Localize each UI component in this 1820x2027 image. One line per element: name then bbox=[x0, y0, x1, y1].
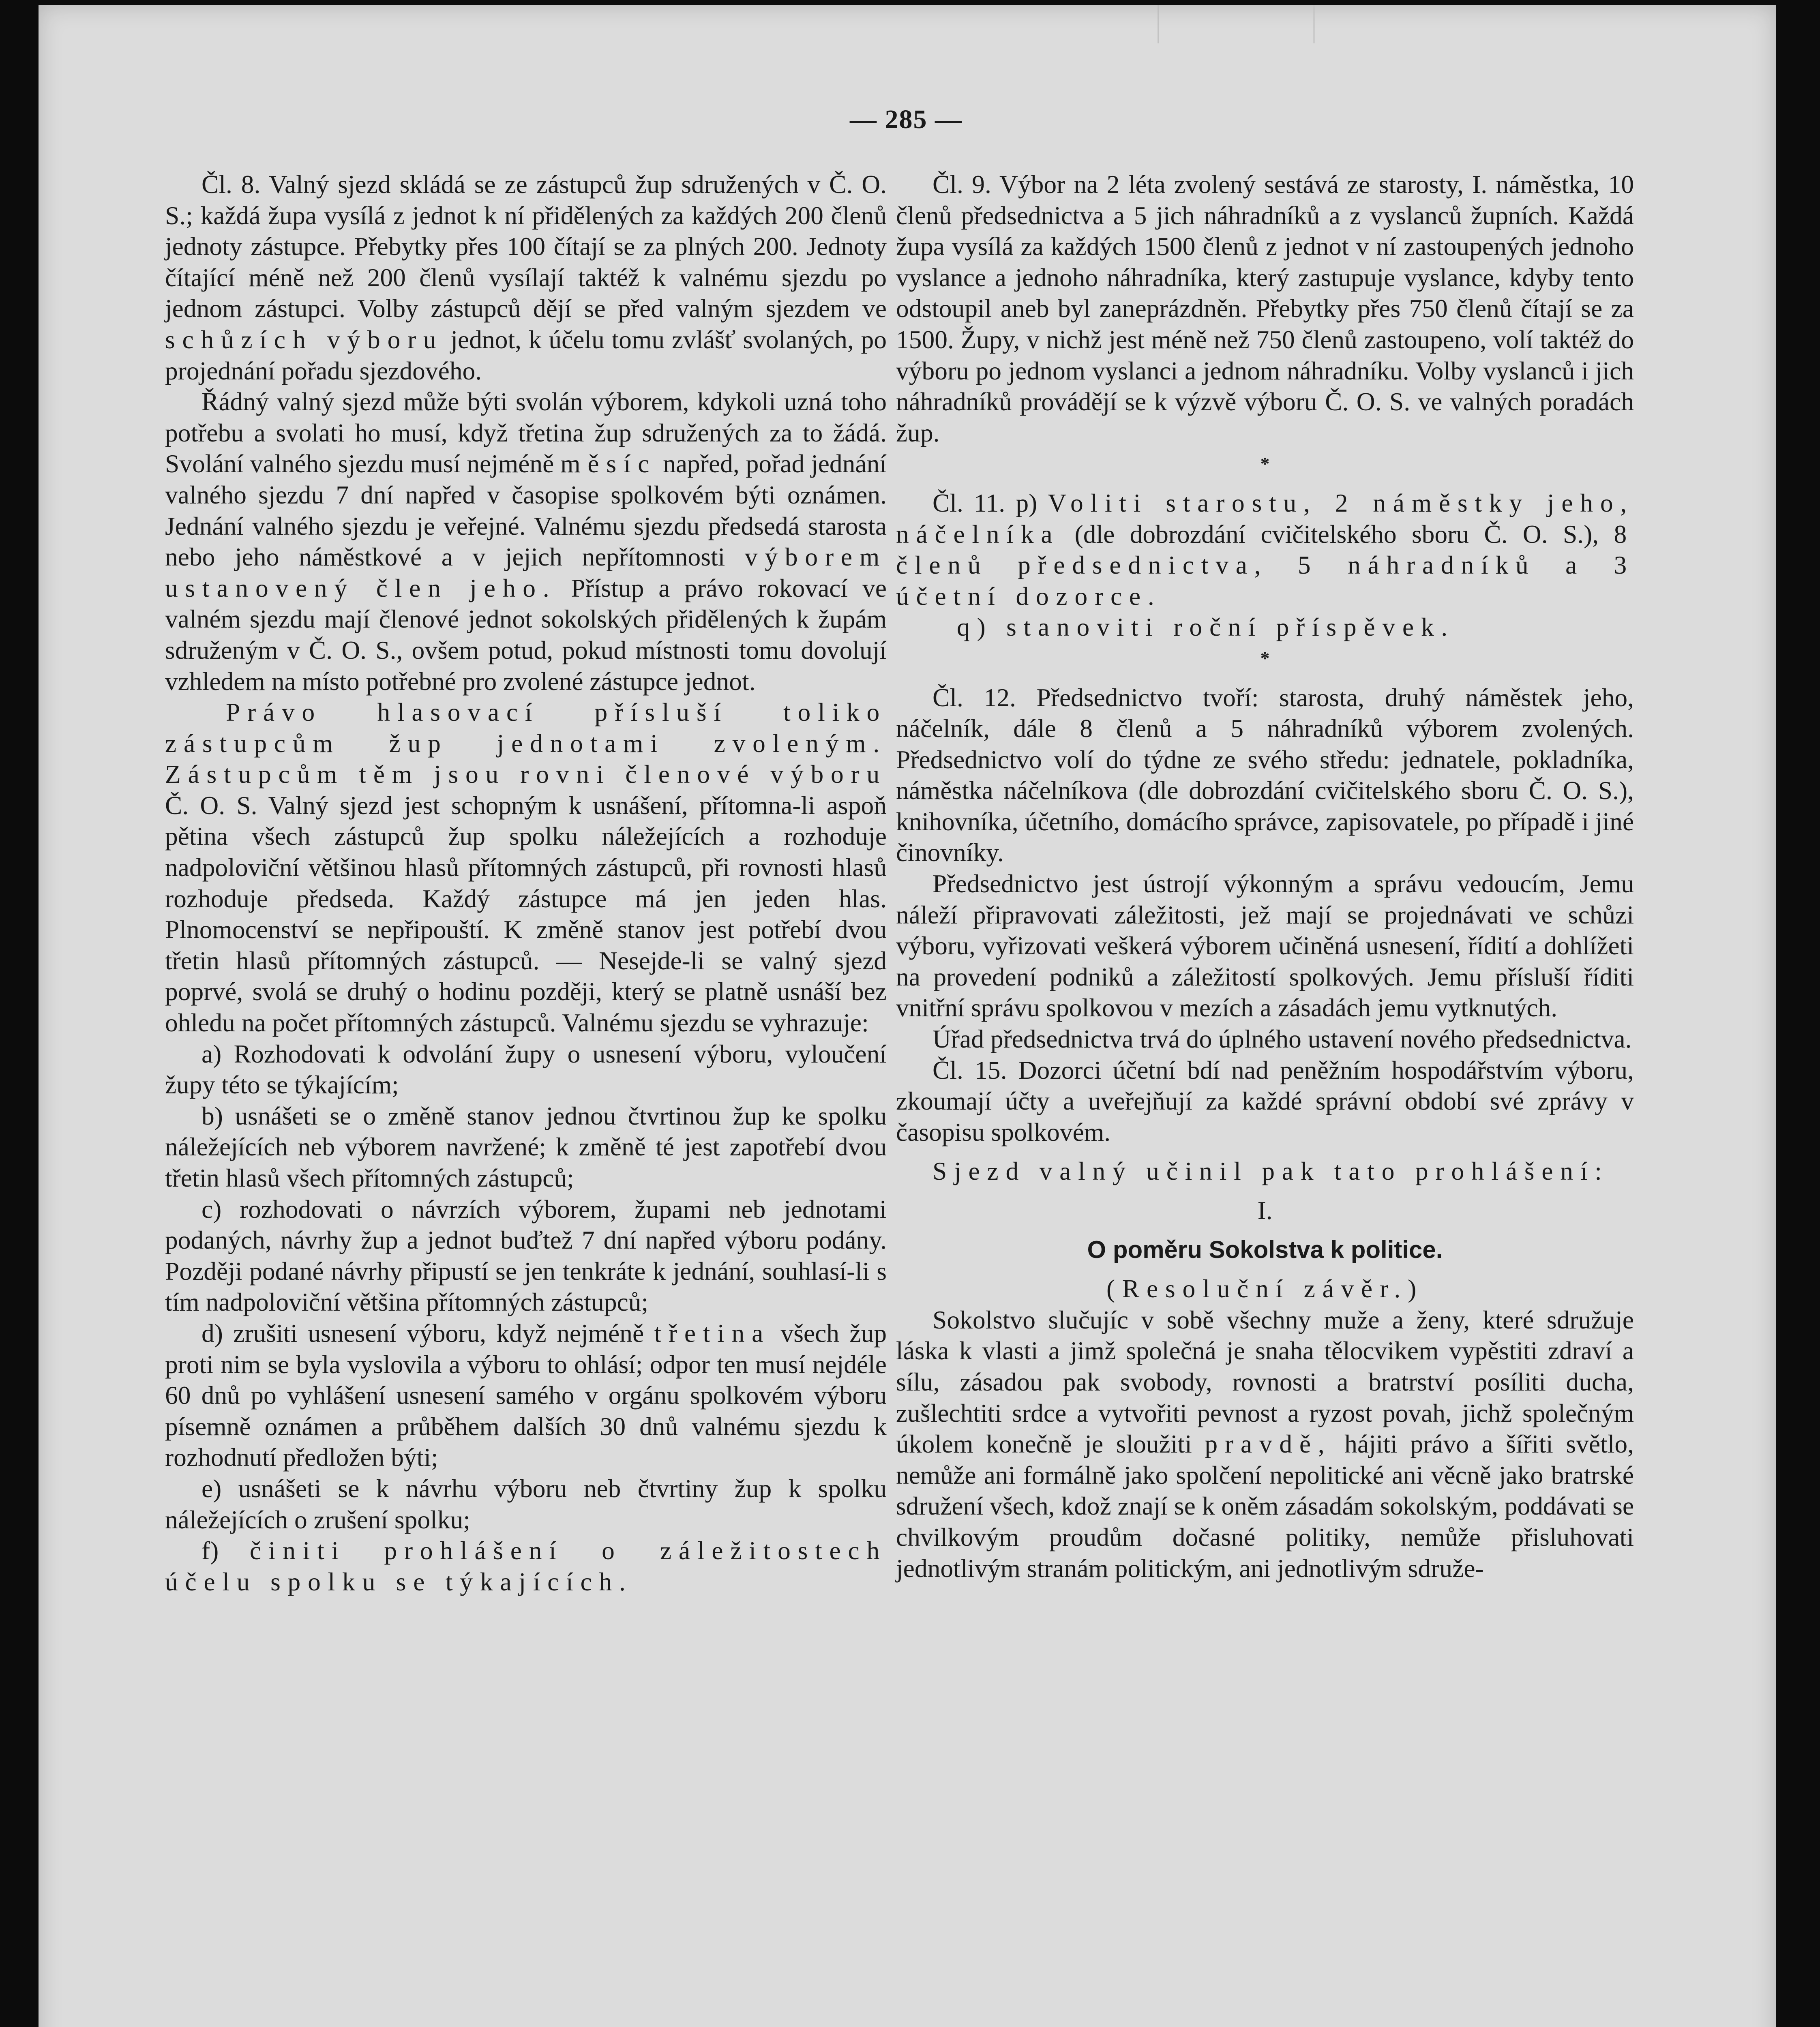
item-d-text-a: d) zrušiti usnesení výboru, když nejméně bbox=[202, 1318, 644, 1348]
article-12: Čl. 12. Předsednictvo tvoří: starosta, druhý náměstek jeho, náčelník, dále 8 členů a 5 náhradníků výborem zvolených. Předsednictvo volí do týdne ze svého středu: jednatele, pokladníka, náměstka náčelníkova (dle dobrozdání cvičitelského sboru Č. O. S.), knihovníka, účetního, domácího správce, zapisovatele, po případě i jiné činovníky. bbox=[896, 683, 1634, 867]
paragraph-urad: Úřad předsednictva trvá do úplného ustavení nového předsednictva. bbox=[933, 1024, 1632, 1054]
separator-asterisk: * bbox=[1260, 647, 1270, 669]
spaced-text: pravdě, bbox=[1205, 1429, 1332, 1459]
article-11-label: Čl. 11. p) bbox=[933, 488, 1038, 517]
article-15: Čl. 15. Dozorci účetní bdí nad peněžním hospodářstvím výboru, zkoumají účty a uveřejňují za každé správní období své zprávy v časopisu spolkovém. bbox=[896, 1055, 1634, 1146]
article-8 bbox=[165, 169, 887, 386]
radny-text-a: Řádný valný sjezd může býti svolán výborem, kdykoli uzná toho potřebu a svolati ho musí, když třetina žup sdružených za to žádá. Svolání valného sjezdu musí nejméně bbox=[165, 387, 887, 478]
article-9: Čl. 9. Výbor na 2 léta zvolený sestává ze starosty, I. náměstka, 10 členů předsednictva a 5 jich náhradníků a z vyslanců župních. Každá župa vysílá za každých 1500 členů z jednot v ní zastoupených jednoho vyslance a jednoho náhradníka, který zastupuje vyslance, kdyby tento odstoupil aneb byl zaneprázdněn. Přebytky přes 750 členů čítají se za 1500. Župy, v nichž jest méně než 750 členů zastoupeno, volí taktéž do výboru po jednom vyslanci a jednom náhradníku. Volby vyslanců i jich náhradníků provádějí se k výzvě výboru Č. O. S. ve valných poradách žup. bbox=[896, 170, 1634, 447]
article-11 bbox=[896, 488, 1634, 612]
spaced-text: Voliti starostu, 2 náměstky jeho, náčelníka bbox=[896, 488, 1634, 549]
section-subheading: (Resoluční závěr.) bbox=[1106, 1274, 1423, 1303]
list-item-d bbox=[165, 1318, 887, 1473]
list-item-e: e) usnášeti se k návrhu výboru neb čtvrtiny žup k spolku náležejících o zrušení spolku; bbox=[165, 1474, 887, 1534]
spaced-text: 8 členů předsednictva, 5 náhradníků a 3 účetní dozorce. bbox=[896, 519, 1634, 611]
list-item-a: a) Rozhodovati k odvolání župy o usnesení výboru, vyloučení župy této se týkajícím; bbox=[165, 1039, 887, 1099]
article-8-text-end: jednot, k účelu tomu zvlášť svolaných, po projednání pořadu sjezdového. bbox=[165, 325, 887, 385]
list-item-c: c) rozhodovati o návrzích výborem, župami neb jednotami podaných, návrhy žup a jednot buďtež 7 dní napřed výboru podány. Později podané návrhy připustí se jen tenkráte k jednání, souhlasí-li s tím nadpoloviční většina přítomných zástupců; bbox=[165, 1194, 887, 1317]
radny-text-c: Přístup a právo rokovací ve valném sjezdu mají členové jednot sokolských přidělených k župám sdruženým v Č. O. S., ovšem potud, pokud místnosti tomu dovolují vzhledem na místo potřebné pro zvolené zástupce jednot. bbox=[165, 573, 887, 696]
spaced-text: třetina bbox=[654, 1318, 771, 1348]
page-number: — 285 — bbox=[850, 105, 963, 134]
spaced-text: výborem ustanovený člen jeho. bbox=[165, 542, 887, 602]
article-11-text: (dle dobrozdání cvičitelského sboru Č. O. S.), bbox=[1074, 519, 1599, 549]
left-column bbox=[165, 169, 887, 1597]
spaced-text: schůzích výboru bbox=[165, 325, 444, 354]
spaced-text: Právo hlasovací přísluší toliko zástupcům žup jednotami zvoleným. Zástupcům těm jsou rovni členové výboru bbox=[165, 698, 887, 789]
list-item-b: b) usnášeti se o změně stanov jednou čtvrtinou žup ke spolku náležejících neb výborem navržené; k změně té jest zapotřebí dvou třetin hlasů všech přítomných zástupců; bbox=[165, 1101, 887, 1192]
sokolstvo-text-b: hájiti právo a šířiti světlo, nemůže ani formálně jako spolčení nepolitické ani věcně jako bratrské sdružení všech, kdož znají se k oněm zásadám sokolským, poddávati se chvilkovým proudům dočasné politiky, nemůže přisluhovati jednotlivým stranám politickým, ani jednotlivým sdruže- bbox=[896, 1429, 1634, 1583]
declaration-intro: Sjezd valný učinil pak tato prohlášení: bbox=[933, 1157, 1609, 1186]
paragraph-radny-sjezd bbox=[165, 386, 887, 697]
spaced-text: měsíc bbox=[560, 449, 657, 478]
item-f-label: f) bbox=[202, 1536, 219, 1565]
spaced-text: činiti prohlášení o záležitostech účelu spolku se týkajících. bbox=[165, 1536, 887, 1596]
document-page bbox=[39, 5, 1776, 2027]
radny-text-b: napřed, pořad jednání valného sjezdu 7 dní napřed v časopise spolkovém býti oznámen. Jednání valného sjezdu je veřejné. Valnému sjezdu předsedá starosta nebo jeho náměstkové a v jejich nepřítomnosti bbox=[165, 449, 887, 572]
paragraph-pravo-hlasovaci bbox=[165, 697, 887, 1039]
section-roman-numeral: I. bbox=[1257, 1196, 1273, 1225]
section-heading: O poměru Sokolstva k politice. bbox=[1087, 1236, 1443, 1263]
separator-asterisk: * bbox=[1260, 453, 1270, 474]
pravo-text: Č. O. S. Valný sjezd jest schopným k usnášení, přítomna-li aspoň pětina všech zástupců žup spolku náležejících a rozhoduje nadpoloviční většinou hlasů přítomných zástupců, při rovnosti hlasů rozhoduje předseda. Každý zástupce má jen jeden hlas. Plnomocenství se nepřipouští. K změně stanov jest potřebí dvou třetin hlasů přítomných zástupců. — Nesejde-li se valný sjezd poprvé, svolá se druhý o hodinu později, který se platně usnáší bez ohledu na počet přítomných zástupců. Valnému sjezdu se vyhrazuje: bbox=[165, 791, 887, 1037]
item-d-text-b: všech žup proti nim se byla vyslovila a výboru to ohlásí; odpor ten musí nejdéle 60 dnů po vyhlášení usnesení samého v orgánu spolkovém výboru písemně oznámen a průběhem dalších 30 dnů valnému sjezdu k rozhodnutí předložen býti; bbox=[165, 1318, 887, 1472]
sokolstvo-text-a: Sokolstvo slučujíc v sobě všechny muže a ženy, které sdružuje láska k vlasti a jimž společná je snaha tělocvikem vypěstiti zdraví a sílu, zásadou pak svobody, rovnosti a bratrství posíliti ducha, zušlechtiti srdce a vytvořiti pevnost a ryzost povah, jichž společným úkolem konečně je sloužiti bbox=[896, 1305, 1634, 1459]
scan-artifact bbox=[1158, 5, 1315, 43]
paragraph-predsednictvo: Předsednictvo jest ústrojí výkonným a správu vedoucím, Jemu náleží připravovati záležitosti, jež mají se projednávati ve schůzi výboru, vyřizovati veškerá výborem učiněná usnesení, řídití a dohlížeti na provedení podniků a záležitostí spolkových. Jemu přísluší říditi vnitřní správu spolkovou v mezích a zásadách jemu vytknutých. bbox=[896, 869, 1634, 1022]
list-item-f bbox=[165, 1535, 887, 1597]
paragraph-sokolstvo bbox=[896, 1305, 1634, 1584]
article-11-q: q) stanoviti roční příspěvek. bbox=[957, 613, 1455, 642]
article-8-text: Čl. 8. Valný sjezd skládá se ze zástupců žup sdružených v Č. O. S.; každá župa vysílá z jednot k ní přidělených za každých 200 členů jednoty zástupce. Přebytky přes 100 čítají se za plných 200. Jednoty čítající méně než 200 členů vysílají taktéž k valnému sjezdu po jednom zástupci. Volby zástupců dějí se před valným sjezdem ve bbox=[165, 170, 887, 323]
right-column bbox=[896, 169, 1634, 1584]
